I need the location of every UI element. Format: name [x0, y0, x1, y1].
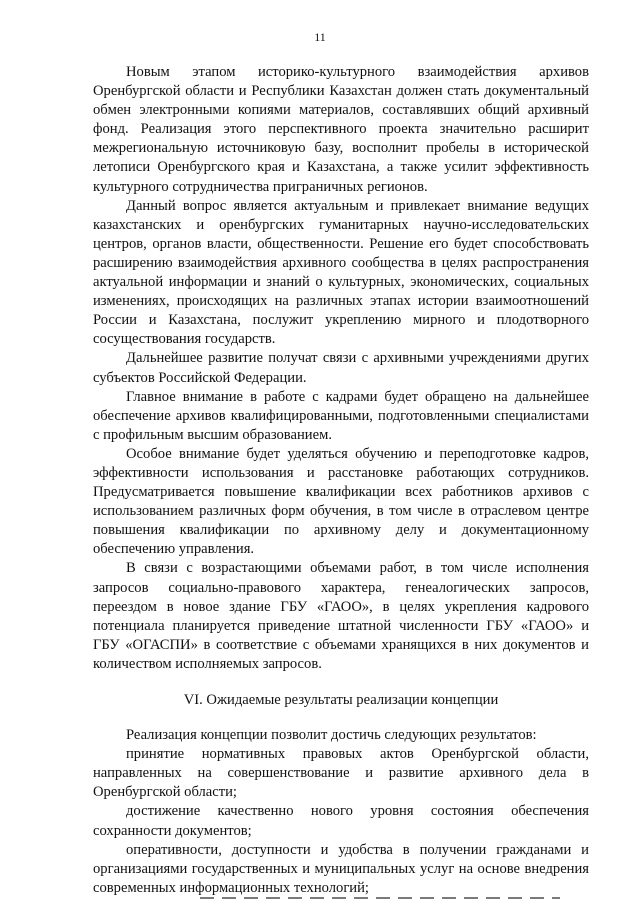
section-heading: VI. Ожидаемые результаты реализации концепции [183, 692, 499, 708]
paragraph-cooperation: Данный вопрос является актуальным и привлекает внимание ведущих казахстанских и оренбургских гуманитарных научно-исследовательских центров, органов власти, общественности. Решение его будет способствовать расширению взаимодействия архивного сообщества в целях распространения актуальной информации и знаний о культурных, экономических, социальных изменениях, происходящих на различных этапах истории взаимоотношений России и Казахстана, послужит укреплению мирного и плодотворного сосуществования государств. [93, 197, 589, 348]
result-item-legal-acts: принятие нормативных правовых актов Оренбургской области, направленных на совершенствование и развитие архивного дела в Оренбургской области; [93, 746, 589, 801]
paragraph-personnel: Главное внимание в работе с кадрами будет обращено на дальнейшее обеспечение архивов квалифицированными, подготовленными специалистами с профильным высшим образованием. [93, 388, 589, 443]
result-item-preservation: достижение качественно нового уровня состояния обеспечения сохранности документов; [93, 803, 589, 839]
paragraph-training: Особое внимание будет уделяться обучению и переподготовке кадров, эффективности использования и расстановке работающих сотрудников. Предусматривается повышение квалификации всех работников архивов с использованием различных форм обучения, в том числе в отраслевом центре повышения квалификации по архивному делу и документационному обеспечению управления. [93, 445, 589, 558]
cut-off-next-line [200, 893, 560, 905]
paragraph-regional-ties: Дальнейшее развитие получат связи с архивными учреждениями других субъектов Российской Федерации. [93, 350, 589, 386]
page-number: 11 [314, 30, 326, 44]
paragraph-archive-exchange: Новым этапом историко-культурного взаимодействия архивов Оренбургской области и Республики Казахстан должен стать документальный обмен электронными копиями материалов, составлявших общий архивный фонд. Реализация этого перспективного проекта значительно расширит межрегиональную источниковую базу, восполнит пробелы в исторической летописи Оренбургского края и Казахстана, а также усилит эффективность культурного сотрудничества приграничных регионов. [93, 64, 589, 195]
paragraph-staffing: В связи с возрастающими объемами работ, в том числе исполнения запросов социально-правового характера, генеалогических запросов, переездом в новое здание ГБУ «ГАОО», в целях укрепления кадрового потенциала планируется приведение штатной численности ГБУ «ГАОО» и ГБУ «ОГАСПИ» в соответствие с объемами хранящихся в них документов и количеством исполняемых запросов. [93, 560, 589, 672]
results-intro: Реализация концепции позволит достичь следующих результатов: [126, 727, 537, 744]
document-body [93, 63, 589, 898]
result-item-services: оперативности, доступности и удобства в получении гражданами и организациями государственных и муниципальных услуг на основе внедрения современных информационных технологий; [93, 841, 589, 896]
